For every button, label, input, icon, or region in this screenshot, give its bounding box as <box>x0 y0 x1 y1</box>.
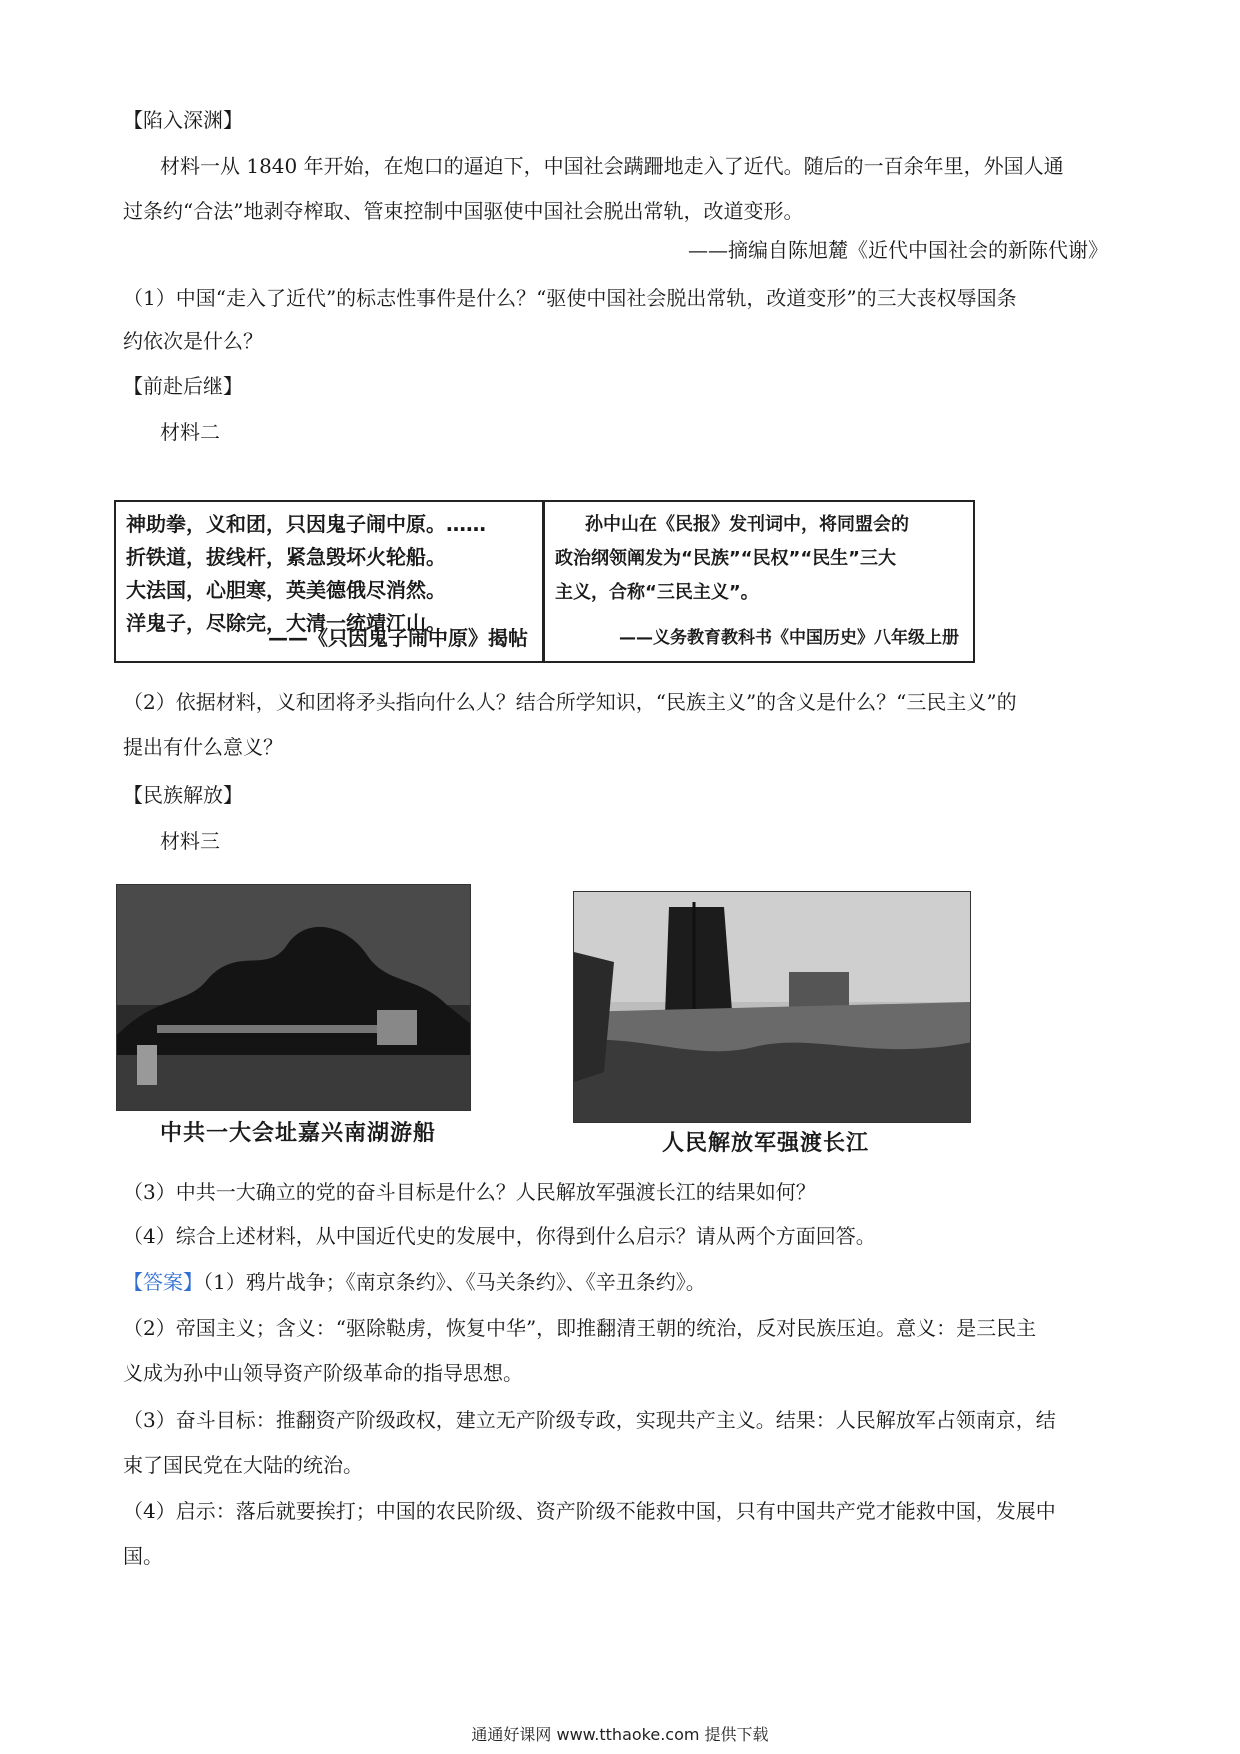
textbook-line: 主义，合称“三民主义”。 <box>555 582 759 603</box>
ballad-line: 折铁道，拔线杆，紧急毁坏火轮船。 <box>126 545 446 569</box>
ballad-line: 神助拳，义和团，只因鬼子闹中原。…… <box>126 512 486 536</box>
answer-4-line-1: （4）启示：落后就要挨打；中国的农民阶级、资产阶级不能救中国，只有中国共产党才能救中国，发展中 <box>123 1499 1056 1523</box>
ballad-source: ——《只因鬼子闹中原》揭帖 <box>268 626 528 650</box>
material-3-label: 材料三 <box>160 829 220 853</box>
material-1-source: ——摘编自陈旭麓《近代中国社会的新陈代谢》 <box>688 238 1108 262</box>
south-lake-boat-photo <box>116 884 471 1111</box>
answer-label: 【答案】 <box>123 1270 203 1294</box>
question-2-line-2: 提出有什么意义？ <box>123 735 283 759</box>
answer-3-line-2: 束了国民党在大陆的统治。 <box>123 1453 363 1477</box>
page-footer: 通通好课网 www.tthaoke.com 提供下载 <box>471 1725 769 1744</box>
material-1-line-2: 过条约“合法”地剥夺榨取、管束控制中国驱使中国社会脱出常轨，改道变形。 <box>123 199 804 223</box>
question-2-line-1: （2）依据材料，义和团将矛头指向什么人？结合所学知识，“民族主义”的含义是什么？“三民主义”的 <box>123 690 1017 714</box>
yangtze-crossing-photo <box>573 891 971 1123</box>
question-1-line-1: （1）中国“走入了近代”的标志性事件是什么？“驱使中国社会脱出常轨，改道变形”的三大丧权辱国条 <box>123 286 1017 310</box>
ballad-line: 洋鬼子，尽除完，大清一统靖江山。 <box>126 611 446 635</box>
answer-3-line-1: （3）奋斗目标：推翻资产阶级政权，建立无产阶级专政，实现共产主义。结果：人民解放军占领南京，结 <box>123 1408 1056 1432</box>
question-4: （4）综合上述材料，从中国近代史的发展中，你得到什么启示？请从两个方面回答。 <box>123 1224 876 1248</box>
ballad-line: 大法国，心胆寒，英美德俄尽消然。 <box>126 578 446 602</box>
section-heading-1: 【陷入深渊】 <box>123 108 243 132</box>
section-heading-3: 【民族解放】 <box>123 783 243 807</box>
ballad-quote-box <box>114 500 544 663</box>
question-1-line-2: 约依次是什么？ <box>123 329 263 353</box>
textbook-line: 政治纲领阐发为“民族”“民权”“民生”三大 <box>555 548 896 569</box>
textbook-line: 孙中山在《民报》发刊词中，将同盟会的 <box>585 514 909 535</box>
textbook-source: ——义务教育教科书《中国历史》八年级上册 <box>619 628 959 648</box>
answer-2-line-1: （2）帝国主义；含义：“驱除鞑虏，恢复中华”，即推翻清王朝的统治，反对民族压迫。意义：是三民主 <box>123 1316 1037 1340</box>
answer-2-line-2: 义成为孙中山领导资产阶级革命的指导思想。 <box>123 1361 523 1385</box>
material-1-line-1: 材料一从 1840 年开始，在炮口的逼迫下，中国社会蹒跚地走入了近代。随后的一百余年里，外国人通 <box>160 154 1064 178</box>
answer-1-row <box>123 1268 706 1296</box>
south-lake-boat-caption: 中共一大会址嘉兴南湖游船 <box>160 1121 437 1146</box>
question-3: （3）中共一大确立的党的奋斗目标是什么？人民解放军强渡长江的结果如何？ <box>123 1180 816 1204</box>
answer-1: （1）鸦片战争；《南京条约》、《马关条约》、《辛丑条约》。 <box>203 1270 706 1294</box>
textbook-quote-box <box>543 500 975 663</box>
yangtze-crossing-caption: 人民解放军强渡长江 <box>662 1131 870 1156</box>
answer-4-line-2: 国。 <box>123 1544 163 1568</box>
section-heading-2: 【前赴后继】 <box>123 374 243 398</box>
material-2-label: 材料二 <box>160 420 220 444</box>
